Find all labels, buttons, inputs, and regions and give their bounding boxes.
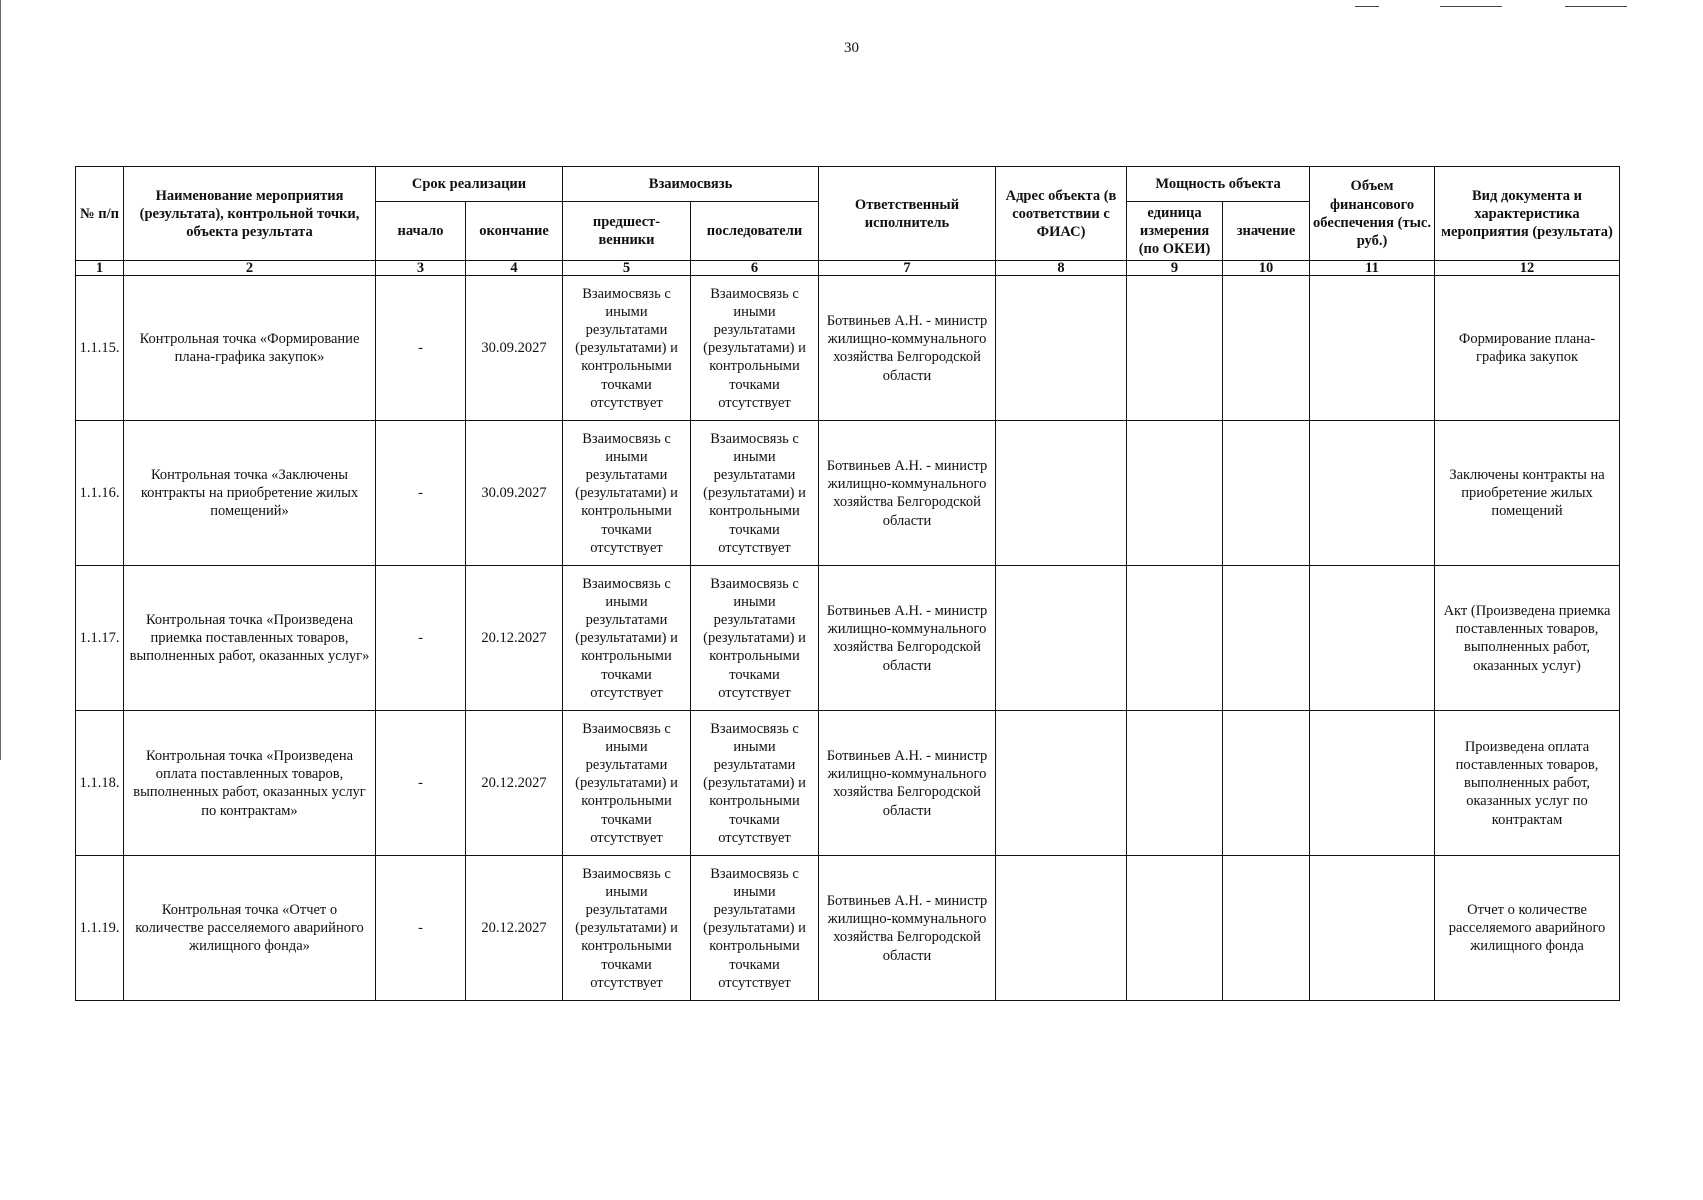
row-code: 1.1.19.: [76, 856, 124, 1001]
row-unit: [1127, 856, 1223, 1001]
row-name: Контрольная точка «Заключены контракты на приобретение жилых помещений»: [124, 421, 376, 566]
col-number: 2: [124, 261, 376, 276]
row-end: 20.12.2027: [466, 566, 563, 711]
col-number: 5: [563, 261, 691, 276]
header-responsible: Ответственный исполнитель: [819, 167, 996, 261]
header-capacity: Мощность объекта: [1127, 167, 1310, 202]
row-address: [996, 276, 1127, 421]
row-code: 1.1.17.: [76, 566, 124, 711]
scan-mark: [1355, 6, 1379, 7]
row-address: [996, 856, 1127, 1001]
row-address: [996, 711, 1127, 856]
header-capacity-unit: единица измерения (по ОКЕИ): [1127, 202, 1223, 261]
row-address: [996, 566, 1127, 711]
row-code: 1.1.15.: [76, 276, 124, 421]
row-end: 30.09.2027: [466, 421, 563, 566]
row-unit: [1127, 421, 1223, 566]
row-finance: [1310, 421, 1435, 566]
col-number: 4: [466, 261, 563, 276]
row-predecessors: Взаимосвязь с иными результатами (результатами) и контрольными точками отсутствует: [563, 711, 691, 856]
row-doc: Заключены контракты на приобретение жилых помещений: [1435, 421, 1620, 566]
row-successors: Взаимосвязь с иными результатами (результатами) и контрольными точками отсутствует: [691, 421, 819, 566]
row-responsible: Ботвиньев А.Н. - министр жилищно-коммунального хозяйства Белгородской области: [819, 711, 996, 856]
row-value: [1223, 566, 1310, 711]
row-unit: [1127, 276, 1223, 421]
col-number: 11: [1310, 261, 1435, 276]
row-name: Контрольная точка «Произведена приемка поставленных товаров, выполненных работ, оказанных услуг»: [124, 566, 376, 711]
row-start: -: [376, 566, 466, 711]
row-start: -: [376, 856, 466, 1001]
col-number: 1: [76, 261, 124, 276]
header-doc: Вид документа и характеристика мероприятия (результата): [1435, 167, 1620, 261]
row-finance: [1310, 276, 1435, 421]
row-name: Контрольная точка «Формирование плана-графика закупок»: [124, 276, 376, 421]
row-unit: [1127, 566, 1223, 711]
table-row: [76, 276, 1620, 421]
row-predecessors: Взаимосвязь с иными результатами (результатами) и контрольными точками отсутствует: [563, 421, 691, 566]
row-doc: Отчет о количестве расселяемого аварийного жилищного фонда: [1435, 856, 1620, 1001]
row-value: [1223, 711, 1310, 856]
header-period: Срок реализации: [376, 167, 563, 202]
row-successors: Взаимосвязь с иными результатами (результатами) и контрольными точками отсутствует: [691, 566, 819, 711]
col-number: 7: [819, 261, 996, 276]
row-value: [1223, 856, 1310, 1001]
plan-table: [75, 166, 1620, 1001]
row-finance: [1310, 566, 1435, 711]
row-finance: [1310, 856, 1435, 1001]
header-address: Адрес объекта (в соответствии с ФИАС): [996, 167, 1127, 261]
table-row: [76, 856, 1620, 1001]
row-predecessors: Взаимосвязь с иными результатами (результатами) и контрольными точками отсутствует: [563, 856, 691, 1001]
scan-mark: [1565, 6, 1627, 7]
table-row: [76, 711, 1620, 856]
row-start: -: [376, 276, 466, 421]
row-responsible: Ботвиньев А.Н. - министр жилищно-коммунального хозяйства Белгородской области: [819, 421, 996, 566]
row-successors: Взаимосвязь с иными результатами (результатами) и контрольными точками отсутствует: [691, 856, 819, 1001]
header-relation: Взаимосвязь: [563, 167, 819, 202]
row-predecessors: Взаимосвязь с иными результатами (результатами) и контрольными точками отсутствует: [563, 276, 691, 421]
row-start: -: [376, 711, 466, 856]
col-number: 3: [376, 261, 466, 276]
row-value: [1223, 421, 1310, 566]
header-period-start: начало: [376, 202, 466, 261]
header-period-end: окончание: [466, 202, 563, 261]
row-end: 30.09.2027: [466, 276, 563, 421]
col-number: 9: [1127, 261, 1223, 276]
row-successors: Взаимосвязь с иными результатами (результатами) и контрольными точками отсутствует: [691, 276, 819, 421]
header-relation-succ: последователи: [691, 202, 819, 261]
row-end: 20.12.2027: [466, 856, 563, 1001]
row-start: -: [376, 421, 466, 566]
row-code: 1.1.18.: [76, 711, 124, 856]
row-responsible: Ботвиньев А.Н. - министр жилищно-коммунального хозяйства Белгородской области: [819, 276, 996, 421]
col-number: 10: [1223, 261, 1310, 276]
row-responsible: Ботвиньев А.Н. - министр жилищно-коммунального хозяйства Белгородской области: [819, 566, 996, 711]
row-doc: Формирование плана-графика закупок: [1435, 276, 1620, 421]
scan-mark: [1440, 6, 1502, 7]
header-relation-pred: предшест-венники: [563, 202, 691, 261]
col-number: 8: [996, 261, 1127, 276]
row-address: [996, 421, 1127, 566]
row-name: Контрольная точка «Произведена оплата поставленных товаров, выполненных работ, оказанных услуг по контрактам»: [124, 711, 376, 856]
row-doc: Акт (Произведена приемка поставленных товаров, выполненных работ, оказанных услуг): [1435, 566, 1620, 711]
row-responsible: Ботвиньев А.Н. - министр жилищно-коммунального хозяйства Белгородской области: [819, 856, 996, 1001]
header-num: № п/п: [76, 167, 124, 261]
page-number: 30: [844, 40, 859, 56]
row-end: 20.12.2027: [466, 711, 563, 856]
row-code: 1.1.16.: [76, 421, 124, 566]
header-finance: Объем финансового обеспечения (тыс. руб.): [1310, 167, 1435, 261]
row-name: Контрольная точка «Отчет о количестве расселяемого аварийного жилищного фонда»: [124, 856, 376, 1001]
col-number: 12: [1435, 261, 1620, 276]
row-predecessors: Взаимосвязь с иными результатами (результатами) и контрольными точками отсутствует: [563, 566, 691, 711]
scan-edge: [0, 0, 1, 760]
header-capacity-value: значение: [1223, 202, 1310, 261]
table-row: [76, 566, 1620, 711]
col-number: 6: [691, 261, 819, 276]
header-name: Наименование мероприятия (результата), контрольной точки, объекта результата: [124, 167, 376, 261]
row-value: [1223, 276, 1310, 421]
row-finance: [1310, 711, 1435, 856]
row-doc: Произведена оплата поставленных товаров, выполненных работ, оказанных услуг по контрактам: [1435, 711, 1620, 856]
row-successors: Взаимосвязь с иными результатами (результатами) и контрольными точками отсутствует: [691, 711, 819, 856]
table-row: [76, 421, 1620, 566]
row-unit: [1127, 711, 1223, 856]
